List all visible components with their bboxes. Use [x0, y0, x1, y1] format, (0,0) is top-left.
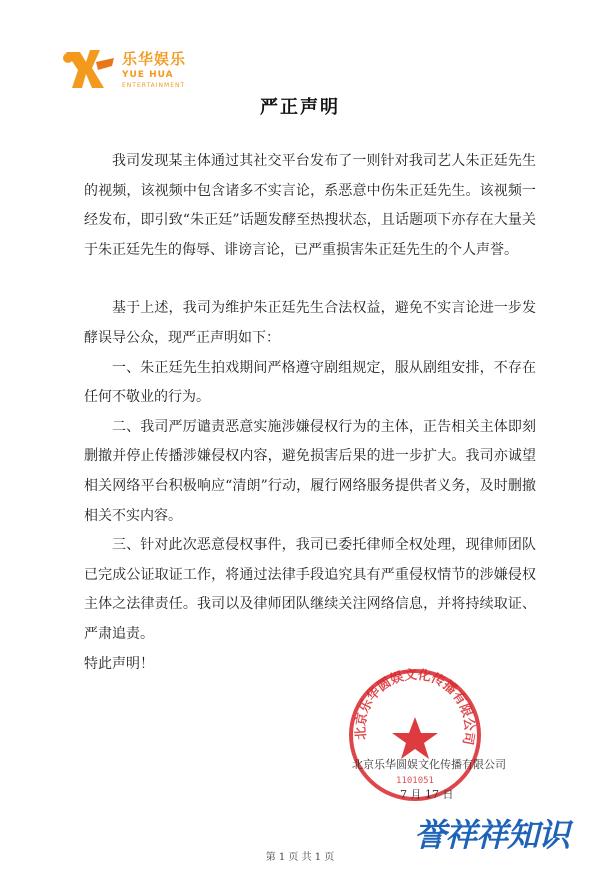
watermark-text: 誉祥祥知识	[414, 816, 570, 854]
paragraph-1: 我司发现某主体通过其社交平台发布了一则针对我司艺人朱正廷先生的视频，该视频中包含诸多不实言论，系恶意中伤朱正廷先生。该视频一经发布，即引致“朱正廷”话题发酵至热搜状态，且话题项下亦存在大量关于朱正廷先生的侮辱、诽谤言论，已严重损害朱正廷先生的个人声誉。	[84, 153, 536, 258]
svg-text:1101051: 1101051	[396, 776, 434, 786]
logo-name-en: YUE HUA	[122, 70, 174, 80]
logo-name-en-sub: ENTERTAINMENT	[122, 82, 186, 89]
company-name: 北京乐华圆娱文化传播有限公司	[352, 758, 506, 771]
yuehua-logo-icon	[60, 40, 116, 96]
paragraph-2: 基于上述，我司为维护朱正廷先生合法权益，避免不实言论进一步发酵误导公众，现严正声明如下：	[84, 300, 536, 346]
company-logo	[60, 40, 230, 100]
watermark	[400, 806, 592, 856]
paragraph-5: 三、针对此次恶意侵权事件，我司已委托律师全权处理，现律师团队已完成公证取证工作，将通过法律手段追究具有严重侵权情节的涉嫌侵权主体之法律责任。我司以及律师团队继续关注网络信息，并将持续取证、严肃追责。	[84, 537, 536, 642]
paragraph-3: 一、朱正廷先生拍戏期间严格遵守剧组规定，服从剧组安排，不存在任何不敬业的行为。	[84, 359, 536, 406]
paragraph-closing: 特此声明！	[84, 655, 154, 672]
company-seal	[345, 665, 485, 805]
statement-date: 7 月 17 日	[400, 788, 454, 801]
paragraph-4: 二、我司严厉谴责恶意实施涉嫌侵权行为的主体，正告相关主体即刻删撤并停止传播涉嫌侵权内容，避免损害后果的进一步扩大。我司亦诚望相关网络平台积极响应“清朗”行动，履行网络服务提供者义务，及时删撤相关不实内容。	[84, 418, 536, 524]
statement-body	[84, 147, 536, 679]
logo-name-cn: 乐华娱乐	[122, 50, 187, 68]
page-number: 第 1 页 共 1 页	[265, 852, 335, 863]
seal-star-icon	[392, 717, 438, 759]
document-title: 严正声明	[260, 97, 340, 118]
svg-text:北京乐华圆娱文化传播有限公司: 北京乐华圆娱文化传播有限公司	[353, 667, 477, 746]
